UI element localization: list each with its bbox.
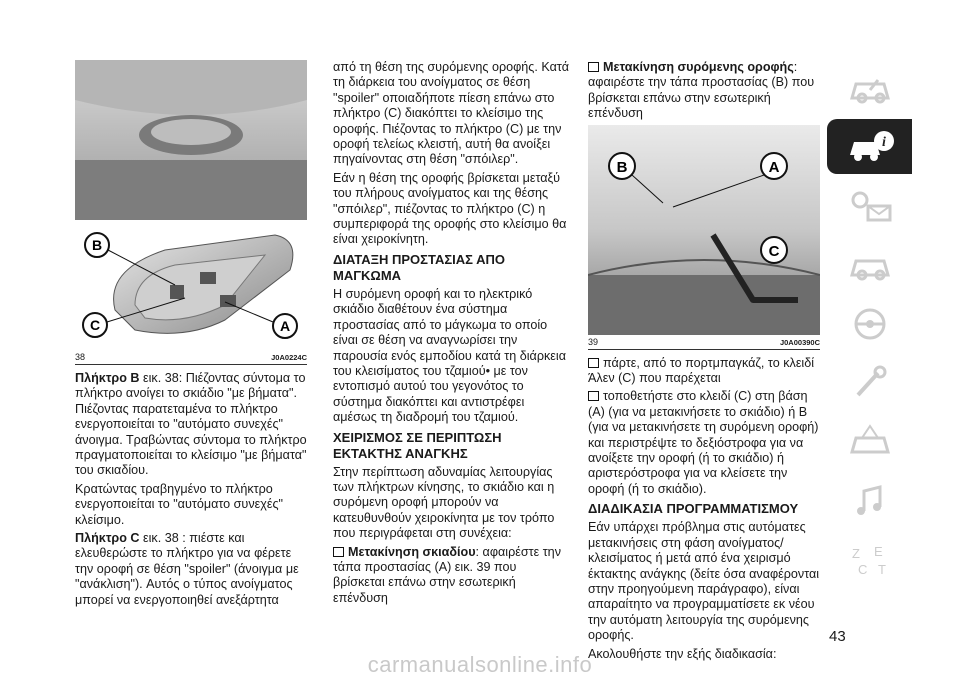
paragraph: Στην περίπτωση αδυναμίας λειτουργίας των πλήκτρων κίνησης, το σκιάδιο και η συρόμενη οροφή μπορούν να κατευθυνθούν χειροκίνητα με τον τρόπο που περιγράφεται στη συνέχεια: — [333, 464, 555, 541]
section-heading: ΧΕΙΡΙΣΜΟΣ ΣΕ ΠΕΡΙΠΤΩΣΗ ΕΚΤΑΚΤΗΣ ΑΝΑΓΚΗΣ — [333, 429, 502, 461]
tab-service[interactable] — [827, 237, 912, 292]
checkbox-bullet-icon — [588, 358, 599, 368]
tab-dashboard[interactable] — [827, 60, 912, 115]
paragraph: από τη θέση της συρόμενης οροφής. Κατά τη διάρκεια του ανοίγματος σε θέση "spoiler" οποιαδήποτε πίεση επάνω στο πλήκτρο (C) διακόπτει το κλείσιμο της οροφής. Πιέζοντας το πλήκτρο (C) με την οροφή τελείως κλειστή, αυτή θα ανοίξει πηγαίνοντας στη θέση "σπόιλερ". — [333, 60, 569, 167]
paragraph: Εάν υπάρχει πρόβλημα στις αυτόματες μετακινήσεις στη φάση ανοίγματος/κλεισίματος ή μετά από ένα χειρισμό έκτακτης ανάγκης (δείτε όσα αναφέρονται στην προηγούμενη παράγραφο), είναι απαραίτητο να προγραμματίσετε εκ νέου την αυτόματη λειτουργία της συρόμενης οροφής. — [588, 520, 820, 643]
bullet-item: τοποθετήστε στο κλειδί (C) στη βάση (A) (για να μετακινήσετε το σκιάδιο) ή B (για να μετακινήσετε τη συρόμενη οροφή) και περιστρέψτε το δεξιόστροφα για να ανοίξετε την οροφή (ή το σκιάδιο) ή αριστερόστροφα για να κλείσετε την οροφή (ή το σκιάδιο). — [588, 389, 819, 496]
svg-text:T: T — [877, 561, 886, 577]
figure-number: 39 — [588, 336, 599, 347]
abc-index-icon — [844, 540, 896, 580]
term: Πλήκτρο B — [75, 371, 140, 385]
fig38-label-c: C — [89, 317, 101, 333]
tab-warning[interactable] — [827, 414, 912, 469]
car-warning-icon — [844, 422, 896, 462]
figure-38 — [75, 60, 307, 350]
checkbox-bullet-icon — [588, 62, 599, 72]
figure-39-caption — [588, 335, 820, 350]
music-note-icon — [844, 481, 896, 521]
paragraph: Ακολουθήστε την εξής διαδικασία: — [588, 646, 777, 661]
figure-39-image — [588, 125, 820, 335]
watermark: carmanualsonline.info — [367, 652, 593, 677]
checkbox-bullet-icon — [588, 391, 599, 401]
figure-number: 38 — [75, 352, 86, 362]
paragraph: Μετακίνηση σκιαδίου: αφαιρέστε την τάπα προστασίας (A) εικ. 39 που βρίσκεται επάνω στην εσωτερική επένδυση — [333, 544, 561, 605]
paragraph: Πλήκτρο B εικ. 38: Πιέζοντας σύντομα το πλήκτρο ανοίγει το σκιάδιο "με βήματα". Πιέζοντας παρατεταμένα το πλήκτρο ενεργοποιείται το "αυτόματο συνεχές" άνοιγμα. Τραβώντας σύντομα το πλήκτρο πραγματοποιείται το κλείσιμο "με βήματα" του σκιαδίου. — [75, 371, 307, 478]
paragraph: Εάν η θέση της οροφής βρίσκεται μεταξύ του πλήρους ανοίγματος και της θέσης "σπόιλερ", πιέζοντας το πλήκτρο (C) η συμπεριφορά της οροφής στο κλείσιμο θα είναι χειροκίνητη. — [333, 170, 567, 247]
tab-multimedia[interactable] — [827, 473, 912, 528]
checkbox-bullet-icon — [333, 547, 344, 557]
svg-text:i: i — [881, 134, 886, 150]
figure-38-image — [75, 60, 307, 350]
column-1 — [75, 60, 307, 611]
figure-39 — [588, 125, 820, 335]
wrench-icon — [844, 363, 896, 403]
car-info-icon — [844, 127, 896, 167]
figure-38-caption — [75, 350, 307, 365]
car-dashboard-icon — [844, 68, 896, 108]
paragraph: Η συρόμενη οροφή και το ηλεκτρικό σκιάδιο διαθέτουν ένα σύστημα προστασίας από το μάγκωμα το οποίο είναι σε θέση να αναγνωρίσει την παρουσία ενός εμποδίου κατά τη διάρκεια του κλεισίματος του τζαμιού• με τον εντοπισμό αυτού του γεγονότος το σύστημα διακόπτει και αντιστρέφει αμέσως τη διαδρομή του τζαμιού. — [333, 286, 566, 425]
term: Μετακίνηση συρόμενης οροφής — [603, 60, 794, 74]
car-service-icon — [844, 245, 896, 285]
bullet-item: πάρτε, από το πορτμπαγκάζ, το κλειδί Άλεν (C) που παρέχεται — [588, 355, 815, 386]
figure-code: J0A00390C — [779, 337, 820, 347]
paragraph: Κρατώντας τραβηγμένο το πλήκτρο ενεργοποιείται το "αυτόματο συνεχές" κλείσιμο. — [75, 481, 283, 527]
section-heading: ΔΙΑΔΙΚΑΣΙΑ ΠΡΟΓΡΑΜΜΑΤΙΣΜΟΥ — [588, 501, 799, 517]
fig39-label-c: C — [768, 242, 780, 260]
column-2 — [333, 60, 569, 609]
paragraph: Πλήκτρο C εικ. 38 : πιέστε και ελευθερώστε το πλήκτρο για να φέρετε την οροφή σε θέση "spoiler" (άνοιγμα με "ανάκλιση"). Αυτός ο τύπος ανοίγματος μπορεί να ενεργοποιηθεί ανεξάρτητα — [75, 531, 299, 607]
fig39-label-b: B — [616, 158, 628, 176]
figure-code: J0A0224C — [271, 353, 307, 362]
svg-text:C: C — [857, 561, 867, 577]
steering-wheel-icon — [844, 304, 896, 344]
column-3 — [588, 60, 820, 665]
tab-maintenance[interactable] — [827, 355, 912, 410]
paragraph: Μετακίνηση συρόμενης οροφής: αφαιρέστε την τάπα προστασίας (B) που βρίσκεται επάνω στην εσωτερική επένδυση — [588, 60, 815, 121]
fig38-label-a: A — [279, 318, 291, 334]
lights-envelope-icon — [844, 186, 896, 226]
tab-lights[interactable] — [827, 178, 912, 233]
page-number: 43 — [829, 628, 846, 645]
fig39-label-a: A — [768, 158, 780, 176]
fig38-label-b: B — [91, 237, 103, 253]
chapter-sidebar — [827, 60, 912, 591]
svg-text:Z: Z — [851, 545, 860, 561]
svg-text:E: E — [873, 543, 883, 559]
section-heading: ΔΙΑΤΑΞΗ ΠΡΟΣΤΑΣΙΑΣ ΑΠΟ ΜΑΓΚΩΜΑ — [333, 251, 505, 283]
tab-index[interactable] — [827, 532, 912, 587]
term: Πλήκτρο C — [75, 531, 140, 546]
term: Μετακίνηση σκιαδίου — [348, 544, 476, 559]
tab-car-info[interactable] — [827, 119, 912, 174]
tab-steering[interactable] — [827, 296, 912, 351]
